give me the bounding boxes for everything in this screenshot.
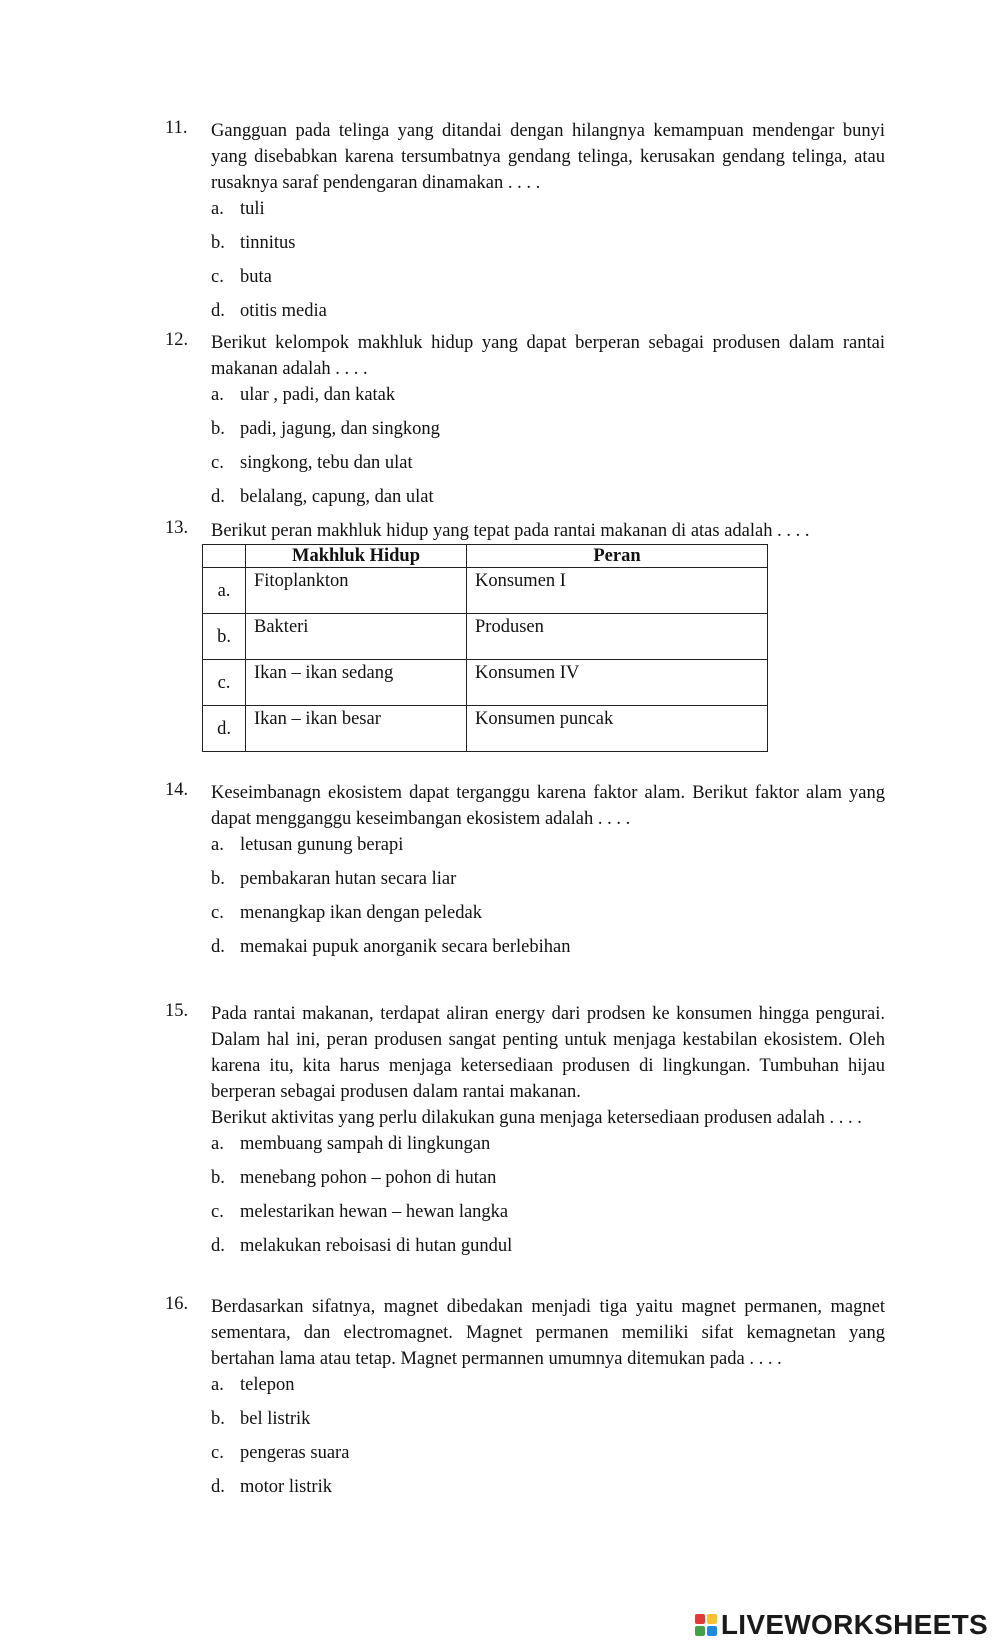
row-letter: d.: [203, 706, 246, 752]
options: [211, 832, 885, 968]
option-c[interactable]: c. buta: [211, 267, 272, 287]
question-16: [165, 1294, 885, 1508]
row-letter: b.: [203, 614, 246, 660]
options: [211, 1131, 885, 1267]
table-header-row: [203, 545, 768, 568]
options: [211, 1372, 885, 1508]
table-row[interactable]: [203, 614, 768, 660]
question-text: Keseimbanagn ekosistem dapat terganggu karena faktor alam. Berikut faktor alam yang dapat mengganggu keseimbangan ekosistem adalah . . . .: [211, 783, 885, 829]
option-b[interactable]: b. tinnitus: [211, 233, 296, 253]
row-peran: Konsumen I: [467, 568, 768, 614]
question-text: Berikut peran makhluk hidup yang tepat pada rantai makanan di atas adalah . . . .: [211, 521, 810, 541]
question-text: Berikut kelompok makhluk hidup yang dapat berperan sebagai produsen dalam rantai makanan adalah . . . .: [211, 333, 885, 379]
option-a[interactable]: a. letusan gunung berapi: [211, 835, 404, 855]
option-c[interactable]: c. singkong, tebu dan ulat: [211, 453, 413, 473]
option-a[interactable]: a. membuang sampah di lingkungan: [211, 1134, 491, 1154]
option-c[interactable]: c. pengeras suara: [211, 1443, 350, 1463]
option-b[interactable]: b. menebang pohon – pohon di hutan: [211, 1168, 497, 1188]
option-d[interactable]: d. belalang, capung, dan ulat: [211, 487, 434, 507]
row-makhluk: Bakteri: [246, 614, 467, 660]
table-row[interactable]: [203, 706, 768, 752]
row-peran: Konsumen IV: [467, 660, 768, 706]
option-b[interactable]: b. bel listrik: [211, 1409, 311, 1429]
row-makhluk: Ikan – ikan besar: [246, 706, 467, 752]
question-text: Gangguan pada telinga yang ditandai dengan hilangnya kemampuan mendengar bunyi yang disebabkan karena tersumbatnya gendang telinga, kerusakan gendang telinga, atau rusaknya saraf pendengaran dinamakan . . . .: [211, 121, 885, 193]
question-text: Berdasarkan sifatnya, magnet dibedakan menjadi tiga yaitu magnet permanen, magnet sementara, dan electromagnet. Magnet permanen memiliki sifat kemagnetan yang bertahan lama atau tetap. Magnet permannen umumnya ditemukan pada . . . .: [211, 1297, 885, 1369]
question-number: 16.: [165, 1294, 189, 1314]
option-d[interactable]: d. memakai pupuk anorganik secara berlebihan: [211, 937, 571, 957]
table-row[interactable]: [203, 568, 768, 614]
question-11: [165, 118, 885, 332]
question-text: Pada rantai makanan, terdapat aliran energy dari prodsen ke konsumen hingga pengurai. Dalam hal ini, peran produsen sangat penting untuk menjaga kestabilan ekosistem. Oleh karena itu, kita harus menjaga ketersediaan produsen di lingkungan. Tumbuhan hijau berperan sebagai produsen dalam rantai makanan. Berikut aktivitas yang perlu dilakukan guna menjaga ketersediaan produsen adalah . . . .: [211, 1004, 885, 1128]
row-letter: c.: [203, 660, 246, 706]
question-13: [165, 518, 885, 544]
option-b[interactable]: b. padi, jagung, dan singkong: [211, 419, 440, 439]
header-makhluk: Makhluk Hidup: [246, 545, 467, 568]
option-d[interactable]: d. melakukan reboisasi di hutan gundul: [211, 1236, 513, 1256]
row-letter: a.: [203, 568, 246, 614]
brand-name: LIVEWORKSHEETS: [720, 1609, 988, 1640]
question-12: [165, 330, 885, 518]
row-peran: Konsumen puncak: [467, 706, 768, 752]
options: [211, 196, 885, 332]
option-d[interactable]: d. otitis media: [211, 301, 327, 321]
question-number: 12.: [165, 330, 189, 350]
option-c[interactable]: c. melestarikan hewan – hewan langka: [211, 1202, 509, 1222]
option-c[interactable]: c. menangkap ikan dengan peledak: [211, 903, 482, 923]
header-peran: Peran: [467, 545, 768, 568]
liveworksheets-brand[interactable]: [695, 1608, 988, 1642]
option-a[interactable]: a. tuli: [211, 199, 265, 219]
option-a[interactable]: a. telepon: [211, 1375, 295, 1395]
liveworksheets-logo-icon: [695, 1614, 717, 1636]
question-number: 11.: [165, 118, 188, 138]
question-number: 15.: [165, 1001, 189, 1021]
option-a[interactable]: a. ular , padi, dan katak: [211, 385, 396, 405]
table-row[interactable]: [203, 660, 768, 706]
option-d[interactable]: d. motor listrik: [211, 1477, 332, 1497]
row-peran: Produsen: [467, 614, 768, 660]
question-14: [165, 780, 885, 968]
row-makhluk: Fitoplankton: [246, 568, 467, 614]
question-15: [165, 1001, 885, 1267]
row-makhluk: Ikan – ikan sedang: [246, 660, 467, 706]
answer-table: [202, 544, 768, 752]
question-number: 13.: [165, 518, 189, 538]
option-b[interactable]: b. pembakaran hutan secara liar: [211, 869, 457, 889]
question-number: 14.: [165, 780, 189, 800]
options: [211, 382, 885, 518]
